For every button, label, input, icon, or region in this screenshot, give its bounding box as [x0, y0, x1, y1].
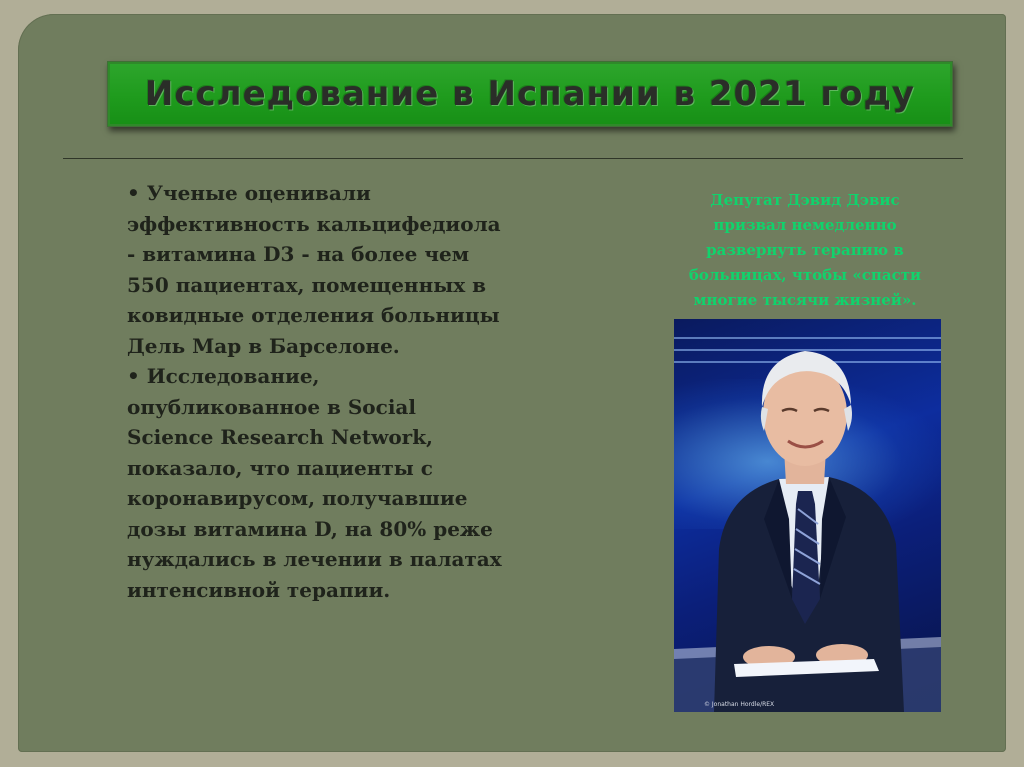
title-banner: [107, 61, 953, 127]
body-text: [127, 178, 507, 605]
person-figure: [674, 319, 941, 712]
bullet-paragraph-2: • Исследование, опубликованное в Social Science Research Network, показало, что пациенты с коронавирусом, получавшие дозы витамина D, на 80% реже нуждались в лечении в палатах интенсивной терапии.: [127, 364, 502, 602]
title-divider: [63, 158, 963, 159]
photo-caption: Депутат Дэвид Дэвис призвал немедленно развернуть терапию в больницах, чтобы «спасти многие тысячи жизней».: [688, 191, 922, 309]
photo-credit: © Jonathan Hordle/REX: [704, 701, 775, 708]
bullet-paragraph-1: • Ученые оценивали эффективность кальцифедиола - витамина D3 - на более чем 550 пациентах, помещенных в ковидные отделения больницы Дель Мар в Барселоне.: [127, 181, 501, 358]
slide-title: Исследование в Испании в 2021 году: [144, 74, 916, 114]
portrait-photo: [674, 319, 941, 712]
